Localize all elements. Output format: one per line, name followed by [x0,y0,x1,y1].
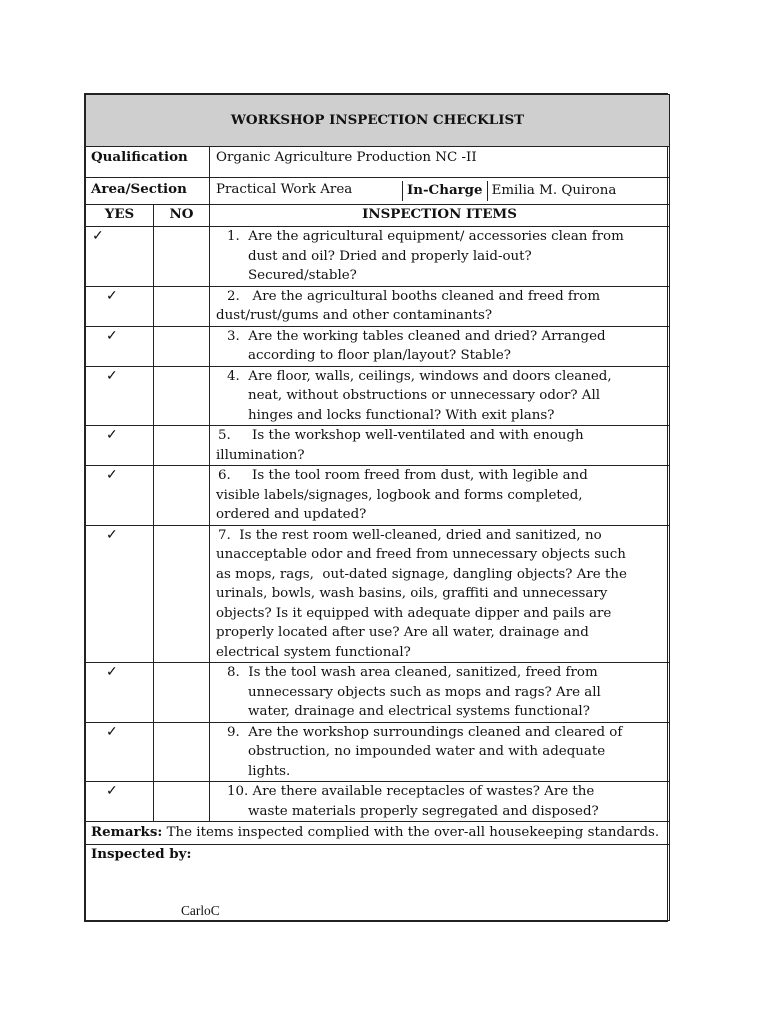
yes-cell [86,286,154,326]
yes-cell [86,722,154,782]
remarks-label: Remarks: [91,824,163,840]
inspection-item-line: as mops, rags, out-dated signage, dangling objects? Are the [216,566,627,582]
inspection-item-line: unacceptable odor and freed from unnecessary objects such [216,547,626,562]
inspection-item-line: lights. [248,763,291,779]
inspection-item-line: 1. Are the agricultural equipment/ accessories clean from [227,229,624,244]
no-cell [154,782,210,822]
inspection-item-line: obstruction, no impounded water and with adequate [248,744,606,759]
inspection-item [210,663,670,723]
inspection-item-line: Secured/stable? [248,268,357,283]
checklist-document [84,93,668,922]
incharge-value: Emilia M. Quirona [491,183,617,198]
yes-cell [86,326,154,366]
inspection-item-line: 7. Is the rest room well-cleaned, dried and sanitized, no [218,527,602,543]
inspection-item [210,782,670,822]
checklist-item-row [86,227,670,287]
inspection-item-line: 9. Are the workshop surroundings cleaned and cleared of [227,724,623,740]
inspection-item-line: 4. Are floor, walls, ceilings, windows and doors cleaned, [227,368,612,384]
check-mark-icon: ✓ [92,228,104,244]
checklist-item-row [86,326,670,366]
inspection-item [210,466,670,526]
area-label: Area/Section [86,178,210,205]
area-cell [210,178,670,205]
checklist-item-row [86,722,670,782]
inspection-item-line: urinals, bowls, wash basins, oils, graffiti and unnecessary [216,586,608,601]
no-cell [154,525,210,663]
inspection-item-line: 8. Is the tool wash area cleaned, sanitized, freed from [227,665,598,680]
check-mark-icon: ✓ [106,664,118,680]
items-body [86,227,670,822]
check-mark-icon: ✓ [106,427,118,443]
inspection-item [210,426,670,466]
checklist-table [85,94,670,921]
title-row [86,95,670,147]
qualification-label: Qualification [86,147,210,178]
inspection-item-line: visible labels/signages, logbook and forms completed, [216,487,583,503]
yes-cell [86,366,154,426]
check-mark-icon: ✓ [106,287,118,304]
yes-cell [86,426,154,466]
inspected-by-label: Inspected by: [91,845,192,862]
incharge-label: In-Charge [402,181,488,201]
no-cell [154,366,210,426]
checklist-item-row [86,426,670,466]
inspection-item-line: 2. Are the agricultural booths cleaned and freed from [227,288,601,304]
inspection-item-line: 5. Is the workshop well-ventilated and with enough [218,428,584,443]
check-mark-icon: ✓ [106,723,118,740]
area-value: Practical Work Area [216,182,353,197]
inspection-item [210,366,670,426]
inspection-item-line: 6. Is the tool room freed from dust, with legible and [218,468,588,483]
remarks-text: The items inspected complied with the over-all housekeeping standards. [162,825,660,840]
inspection-item-line: 3. Are the working tables cleaned and dried? Arranged [227,328,606,344]
no-cell [154,286,210,326]
inspection-item-line: unnecessary objects such as mops and rags? Are all [248,684,601,700]
inspection-item-line: according to floor plan/layout? Stable? [248,348,511,363]
check-mark-icon: ✓ [106,327,118,344]
inspection-item-line: dust/rust/gums and other contaminants? [216,308,493,323]
checklist-item-row [86,366,670,426]
no-cell [154,722,210,782]
inspection-item [210,525,670,663]
checklist-item-row [86,466,670,526]
document-title: WORKSHOP INSPECTION CHECKLIST [86,95,670,147]
qualification-value: Organic Agriculture Production NC -II [210,147,670,178]
inspection-item [210,227,670,287]
check-mark-icon: ✓ [106,367,118,384]
check-mark-icon: ✓ [106,467,118,483]
header-row [86,205,670,227]
yes-cell [86,525,154,663]
no-cell [154,326,210,366]
remarks-cell [86,822,670,845]
checklist-item-row [86,663,670,723]
inspection-item-line: neat, without obstructions or unnecessary odor? All [248,388,601,403]
qualification-row [86,147,670,178]
inspection-item [210,286,670,326]
inspection-item-line: water, drainage and electrical systems functional? [248,704,590,719]
yes-cell [86,663,154,723]
inspection-item [210,326,670,366]
inspected-by-cell [86,844,670,920]
no-cell [154,466,210,526]
no-cell [154,227,210,287]
checklist-item-row [86,286,670,326]
yes-cell [86,466,154,526]
checklist-item-row [86,525,670,663]
no-cell [154,426,210,466]
inspector-signature: CarloC [181,902,220,918]
check-mark-icon: ✓ [106,526,118,543]
no-column-header: NO [154,205,210,227]
remarks-row [86,822,670,845]
area-cell-content [216,178,669,201]
inspection-item-line: properly located after use? Are all water, drainage and [216,625,589,640]
inspection-item-line: dust and oil? Dried and properly laid-out? [248,248,532,264]
inspection-item-line: hinges and locks functional? With exit plans? [248,407,555,423]
yes-cell [86,782,154,822]
inspection-item [210,722,670,782]
inspection-item-line: objects? Is it equipped with adequate dipper and pails are [216,605,612,621]
inspected-by-row [86,844,670,920]
yes-column-header: YES [86,205,154,227]
area-row [86,178,670,205]
inspection-item-line: 10. Are there available receptacles of wastes? Are the [227,784,595,799]
inspection-item-line: ordered and updated? [216,507,367,522]
check-mark-icon: ✓ [106,783,118,799]
yes-cell [86,227,154,287]
inspection-item-line: illumination? [216,447,305,463]
checklist-item-row [86,782,670,822]
inspection-item-line: electrical system functional? [216,644,411,660]
inspection-item-line: waste materials properly segregated and disposed? [248,803,599,819]
items-column-header: INSPECTION ITEMS [210,205,670,227]
no-cell [154,663,210,723]
